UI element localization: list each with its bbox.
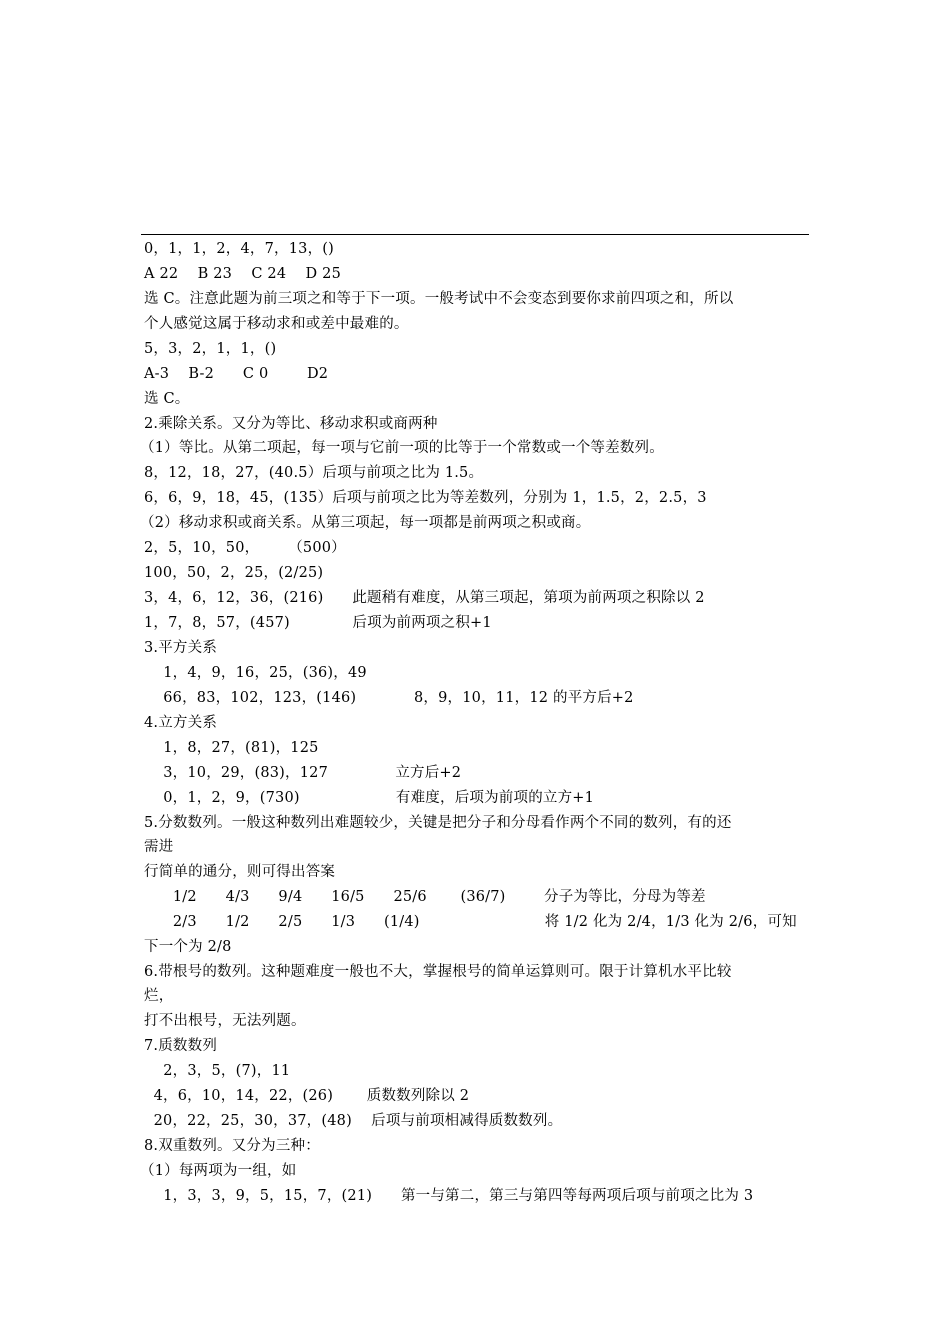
text-line: 4，6，10，14，22，(26) 质数数列除以 2 — [144, 1088, 470, 1104]
text-line: （1）等比。从第二项起，每一项与它前一项的比等于一个常数或一个等差数列。 — [140, 440, 664, 456]
section-heading: 4.立方关系 — [144, 715, 218, 731]
section-heading: 7.质数数列 — [144, 1038, 218, 1054]
text-line: 0，1，1，2，4，7，13，() — [144, 241, 335, 257]
text-line: 0，1，2，9，(730) 有难度，后项为前项的立方+1 — [144, 790, 595, 806]
text-line: 行简单的通分，则可得出答案 — [144, 864, 336, 880]
text-line: 3，4，6，12，36，(216) 此题稍有难度，从第三项起，第项为前两项之积除以 2 — [144, 590, 705, 606]
text-line: （2）移动求积或商关系。从第三项起，每一项都是前两项之积或商。 — [140, 515, 591, 531]
section-heading: 5.分数数列。一般这种数列出难题较少，关键是把分子和分母看作两个不同的数列，有的还 — [144, 815, 732, 831]
section-heading: 2.乘除关系。又分为等比、移动求积或商两种 — [144, 416, 438, 432]
section-heading: 3.平方关系 — [144, 640, 218, 656]
text-line: 5，3，2，1，1，() — [144, 341, 277, 357]
text-line: 1，8，27，(81)，125 — [144, 740, 319, 756]
text-line: A-3 B-2 C 0 D2 — [144, 366, 329, 382]
text-line: 1，3，3，9，5，15，7，(21) 第一与第二，第三与第四等每两项后项与前项之比为 3 — [144, 1188, 754, 1204]
text-line: 打不出根号，无法列题。 — [144, 1013, 306, 1029]
text-line: 1，4，9，16，25，(36)，49 — [144, 665, 367, 681]
text-line: （1）每两项为一组，如 — [140, 1163, 297, 1179]
section-heading: 8.双重数列。又分为三种： — [144, 1138, 320, 1154]
text-line: 下一个为 2/8 — [144, 939, 232, 955]
text-line: 100，50，2，25，(2/25) — [144, 565, 324, 581]
text-line: 66，83，102，123，(146) 8，9，10，11，12 的平方后+2 — [144, 690, 634, 706]
text-line: A 22 B 23 C 24 D 25 — [144, 266, 341, 282]
text-line: 需进 — [144, 839, 174, 855]
text-line: 选 C。注意此题为前三项之和等于下一项。一般考试中不会变态到要你求前四项之和，所以 — [144, 291, 734, 307]
text-line: 1/2 4/3 9/4 16/5 25/6 (36/7) 分子为等比，分母为等差 — [144, 889, 706, 905]
header-rule — [141, 234, 809, 235]
text-line: 选 C。 — [144, 391, 190, 407]
text-line: 2，5，10，50， （500） — [144, 540, 346, 556]
text-line: 个人感觉这属于移动求和或差中最难的。 — [144, 316, 409, 332]
text-line: 2/3 1/2 2/5 1/3 (1/4) 将 1/2 化为 2/4，1/3 化为 2/6，可知 — [144, 914, 797, 930]
text-line: 8，12，18，27，(40.5）后项与前项之比为 1.5。 — [144, 465, 484, 481]
text-line: 1，7，8，57，(457) 后项为前两项之积+1 — [144, 615, 492, 631]
text-line: 6，6，9，18，45，(135）后项与前项之比为等差数列，分别为 1，1.5，2，2.5，3 — [144, 490, 707, 506]
section-heading: 6.带根号的数列。这种题难度一般也不大，掌握根号的简单运算则可。限于计算机水平比较 — [144, 964, 732, 980]
text-line: 20，22，25，30，37，(48) 后项与前项相减得质数数列。 — [144, 1113, 563, 1129]
text-line: 烂， — [144, 988, 174, 1004]
text-line: 2，3，5，(7)，11 — [144, 1063, 291, 1079]
text-line: 3，10，29，(83)，127 立方后+2 — [144, 765, 462, 781]
